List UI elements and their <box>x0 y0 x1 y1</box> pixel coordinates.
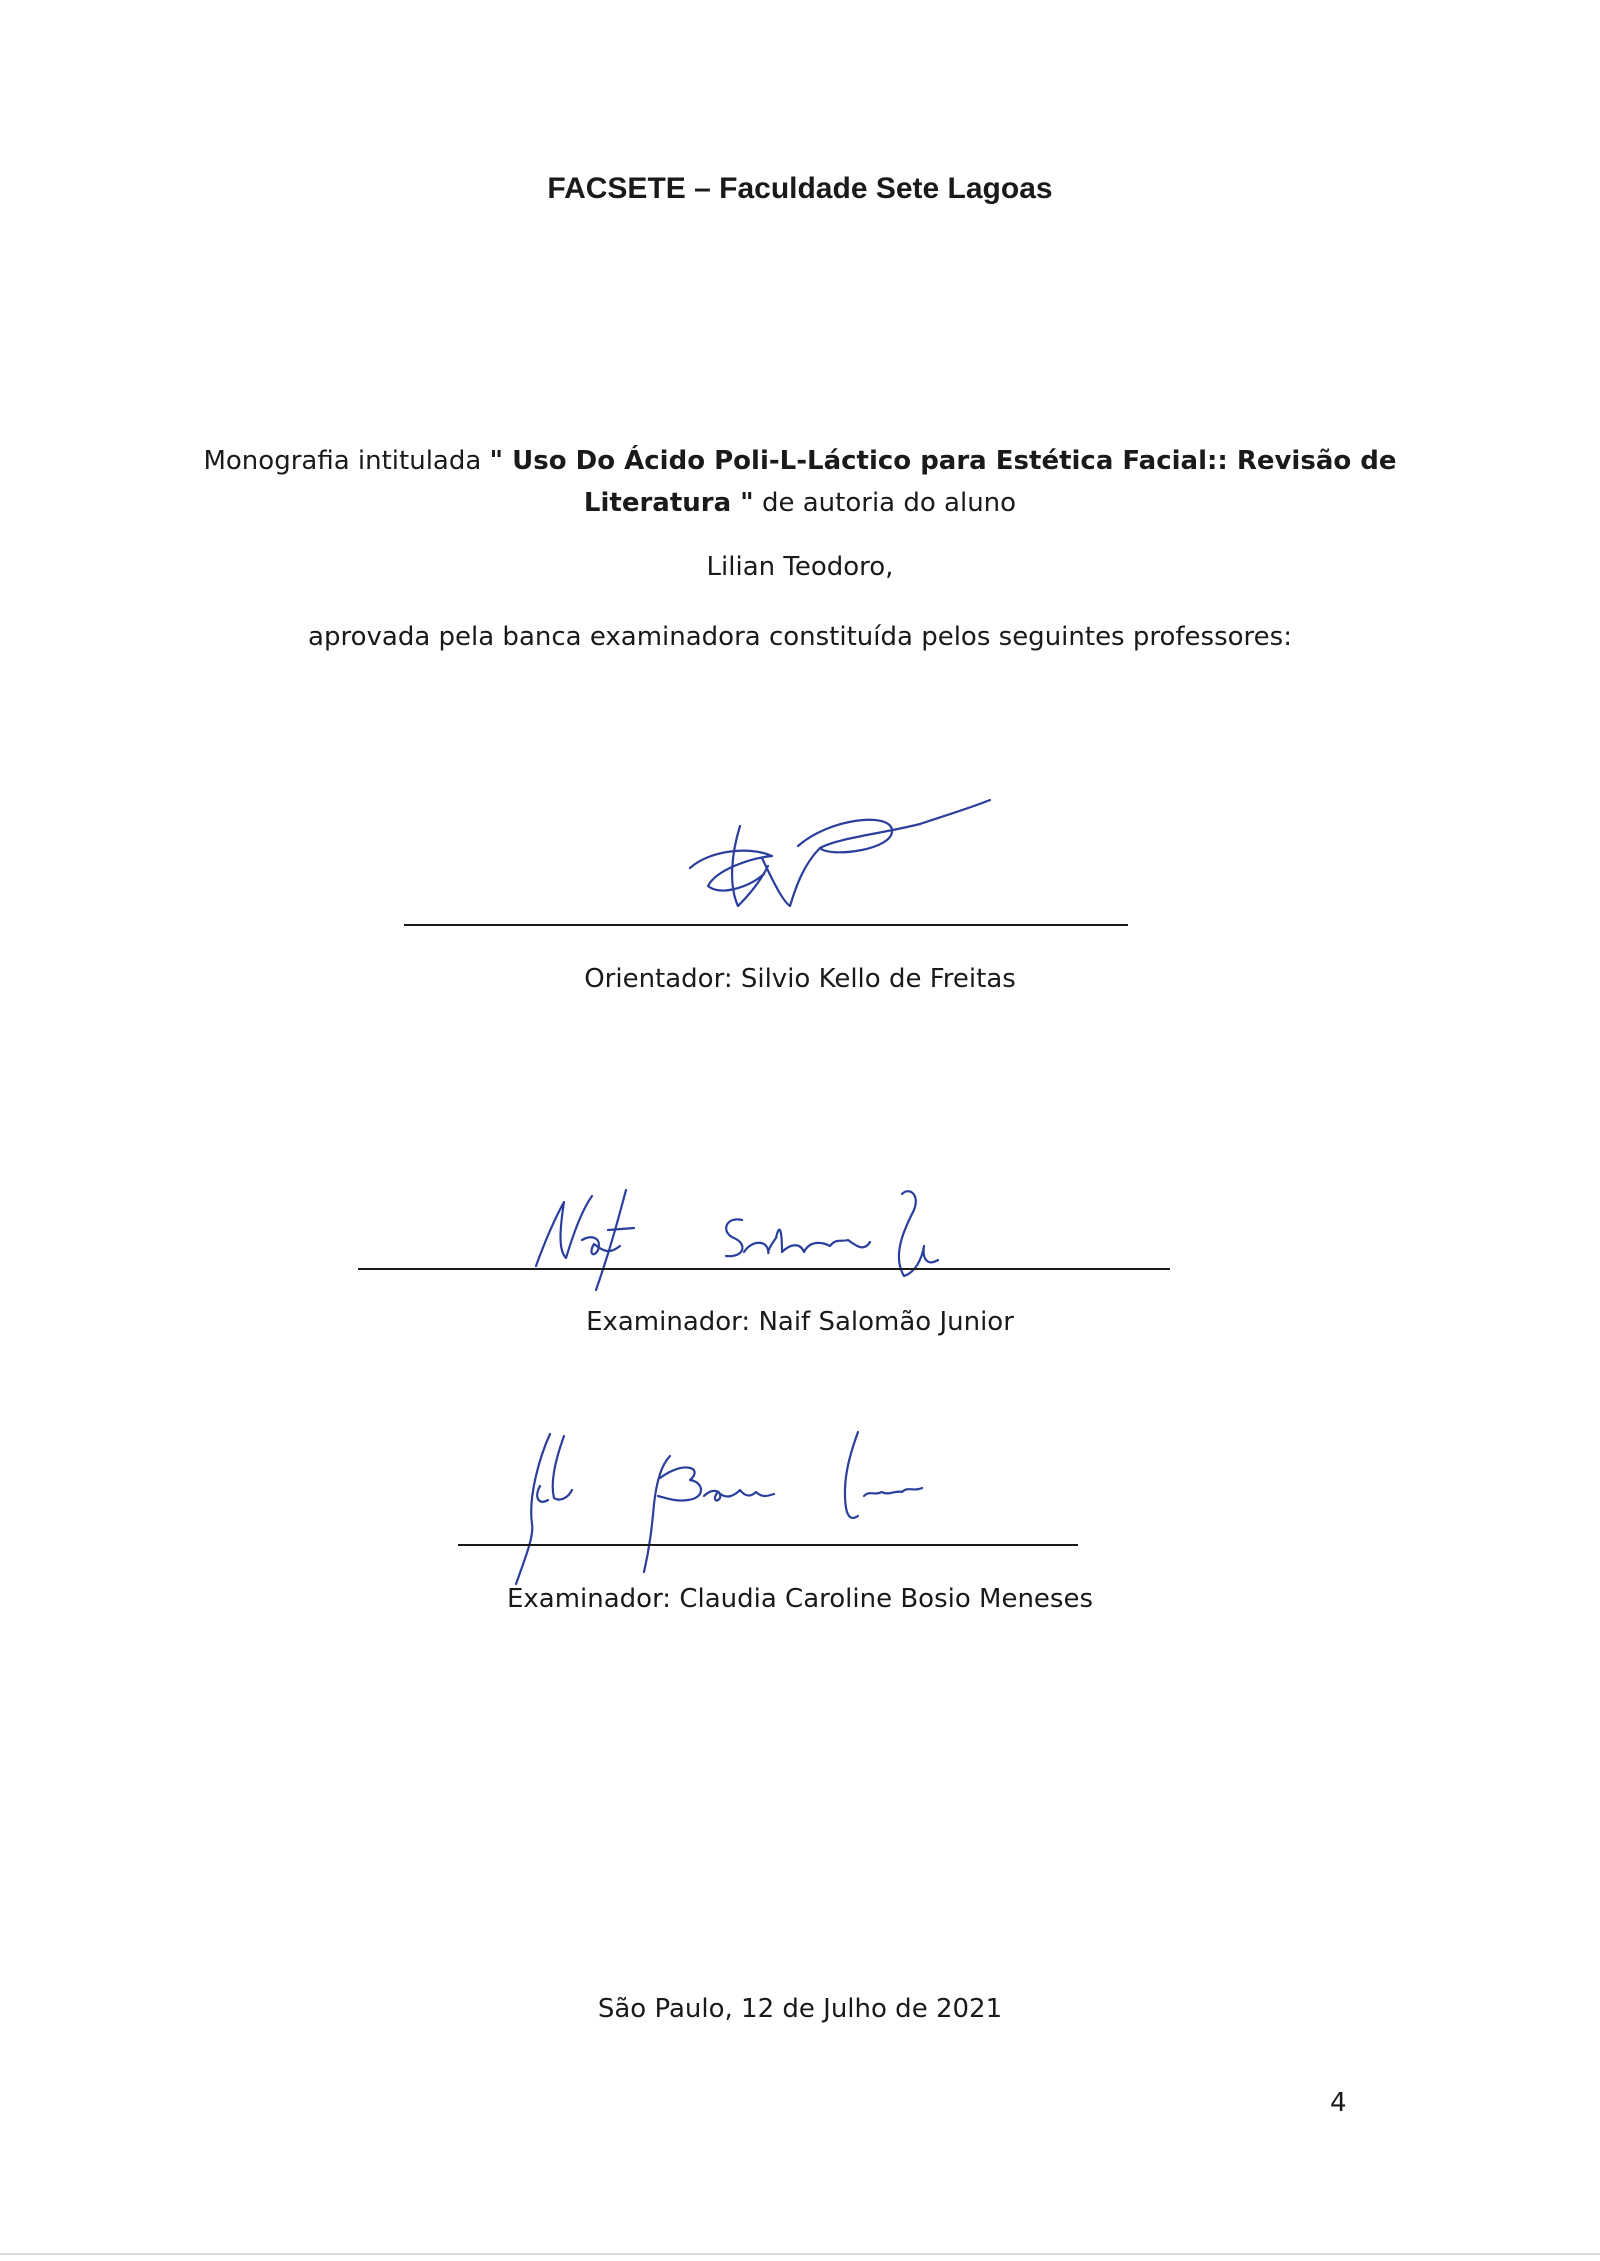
advisor-label: Orientador: Silvio Kello de Freitas <box>584 964 1016 994</box>
examiner-2-signature <box>490 1426 950 1586</box>
monograph-statement <box>150 440 1450 524</box>
examiner-1-signature <box>530 1180 980 1300</box>
examiner-1-signature-line <box>358 1268 1170 1270</box>
monograph-title: " Uso Do Ácido Poli-L-Láctico para Estética Facial:: Revisão de Literatura " <box>489 446 1397 518</box>
examiner-2-label: Examinador: Claudia Caroline Bosio Meneses <box>506 1584 1094 1614</box>
page-number: 4 <box>1330 2088 1347 2118</box>
place-and-date: São Paulo, 12 de Julho de 2021 <box>597 1994 1003 2024</box>
examiner-1-label: Examinador: Naif Salomão Junior <box>586 1307 1014 1337</box>
approval-statement: aprovada pela banca examinadora constituída pelos seguintes professores: <box>308 622 1292 652</box>
institution-heading: FACSETE – Faculdade Sete Lagoas <box>547 172 1053 205</box>
examiner-2-signature-line <box>458 1544 1078 1546</box>
intro-prefix: Monografia intitulada <box>203 446 482 476</box>
advisor-signature-line <box>404 924 1128 926</box>
scan-edge-divider <box>0 2253 1600 2255</box>
intro-suffix: de autoria do aluno <box>761 488 1017 518</box>
advisor-signature <box>680 788 1000 918</box>
author-name: Lilian Teodoro, <box>706 552 894 582</box>
